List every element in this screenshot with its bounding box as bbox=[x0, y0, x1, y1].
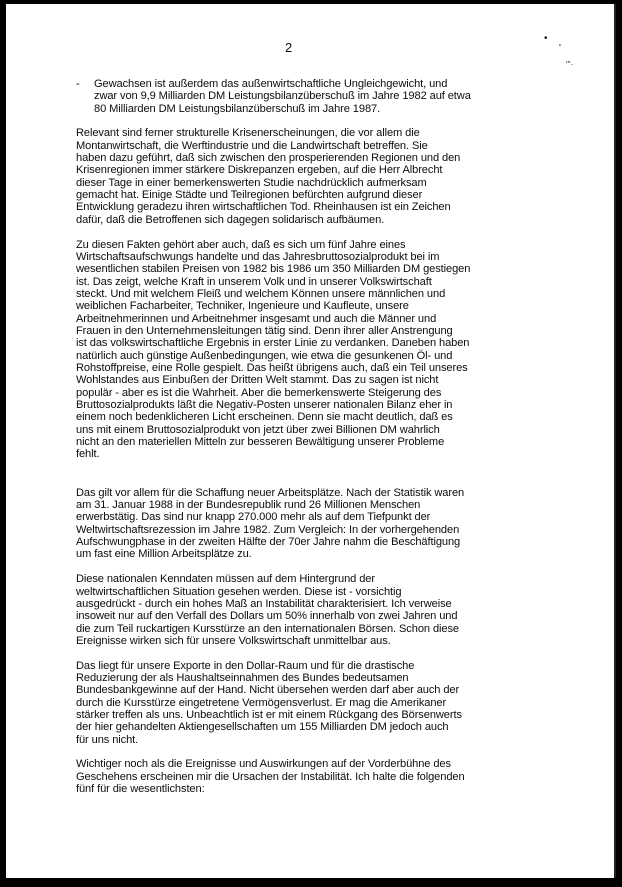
text-line: fehlt. bbox=[76, 448, 100, 461]
text-line: Bruttosozialprodukts läßt die Negativ-Posten unserer nationalen Bilanz eher in bbox=[76, 399, 453, 412]
text-line: Aufschwungphase in der zweiten Hälfte der 70er Jahre nahm die Beschäftigung bbox=[76, 536, 461, 549]
text-line: wesentlichen stabilen Preisen von 1982 bis 1986 um 350 Milliarden DM gestiegen bbox=[76, 263, 471, 276]
text-line: Frauen in den Unternehmensleitungen tätig sind. Denn ihrer aller Anstrengung bbox=[76, 324, 453, 337]
text-line: steckt. Und mit welchem Fleiß und welchem Können unsere männlichen und bbox=[76, 287, 446, 300]
text-line: dieser Tage in einer bemerkenswerten Studie nachdrücklich aufmerksam bbox=[76, 176, 427, 189]
paragraph bbox=[76, 660, 524, 746]
paragraph bbox=[76, 487, 524, 561]
text-line: dafür, daß die Betroffenen sich dagegen solidarisch aufbäumen. bbox=[76, 213, 385, 226]
paragraph bbox=[76, 573, 524, 647]
text-line: uns mit einem Bruttosozialprodukt von jetzt über zwei Billionen DM wahrlich bbox=[76, 423, 440, 436]
text-line: Relevant sind ferner strukturelle Krisenerscheinungen, die vor allem die bbox=[76, 127, 420, 140]
bullet-text bbox=[94, 78, 524, 115]
scan-speck: '''· bbox=[566, 60, 574, 69]
text-line: erwerbstätig. Das sind nur knapp 270.000 mehr als auf dem Tiefpunkt der bbox=[76, 511, 431, 524]
text-line: gemacht hat. Einige Städte und Teilregionen befürchten aufgrund dieser bbox=[76, 189, 423, 202]
page-number: 2 bbox=[285, 40, 293, 55]
text-line: Rohstoffpreise, eine Rolle gespielt. Das heißt übrigens auch, daß ein Teil unseres bbox=[76, 362, 468, 374]
scan-speck: ' bbox=[559, 43, 561, 54]
text-line: für uns nicht. bbox=[76, 733, 139, 746]
text-line: Krisenregionen immer stärkere Diskrepanzen ergeben, auf die Herr Albrecht bbox=[76, 164, 443, 177]
text-line: am 31. Januar 1988 in der Bundesrepublik rund 26 Millionen Menschen bbox=[76, 499, 421, 512]
text-line: zwar von 9,9 Milliarden DM Leistungsbilanzüberschuß im Jahre 1982 auf etwa bbox=[94, 90, 471, 103]
text-line: Wichtiger noch als die Ereignisse und Auswirkungen auf der Vorderbühne des bbox=[76, 758, 451, 771]
document-page bbox=[6, 4, 616, 878]
text-line: Zu diesen Fakten gehört aber auch, daß es sich um fünf Jahre eines bbox=[76, 238, 406, 251]
text-line: weltwirtschaftlichen Situation gesehen werden. Diese ist - vorsichtig bbox=[76, 585, 402, 598]
text-line: Wohlstandes aus Einbußen der Dritten Welt stammt. Das zu sagen ist nicht bbox=[76, 374, 439, 387]
text-line: der hier gehandelten Aktiengesellschaften um 155 Milliarden DM jedoch auch bbox=[76, 721, 449, 734]
paragraph bbox=[76, 127, 524, 226]
text-line: haben dazu geführt, daß sich zwischen den prosperierenden Regionen und den bbox=[76, 152, 461, 165]
scan-speck: • bbox=[544, 33, 548, 44]
text-line: populär - aber es ist die Wahrheit. Aber die bemerkenswerte Steigerung des bbox=[76, 386, 442, 399]
text-line: Ereignisse wirken sich für unsere Volkswirtschaft unmittelbar aus. bbox=[76, 634, 391, 647]
text-line: Entwicklung geradezu ihren wirtschaftlichen Tod. Rheinhausen ist ein Zeichen bbox=[76, 201, 451, 214]
text-line: Geschehens erscheinen mir die Ursachen der Instabilität. Ich halte die folgenden bbox=[76, 770, 465, 783]
text-line: Wirtschaftsaufschwungs handelte und das Jahresbruttosozialprodukt bei im bbox=[76, 250, 440, 263]
text-line: Das gilt vor allem für die Schaffung neuer Arbeitsplätze. Nach der Statistik waren bbox=[76, 486, 465, 499]
text-line: ist. Das zeigt, welche Kraft in unserem Volk und in unserer Volkswirtschaft bbox=[76, 275, 432, 288]
bullet-marker: - bbox=[76, 78, 80, 90]
document-body bbox=[76, 78, 524, 808]
text-line: die zum Teil ruckartigen Kursstürze an den internationalen Börsen. Schon diese bbox=[76, 622, 459, 635]
text-line: insoweit nur auf den Verfall des Dollars um 50% innerhalb von zwei Jahren und bbox=[76, 610, 458, 623]
text-line: weiblichen Facharbeiter, Techniker, Ingenieure und Kaufleute, unsere bbox=[76, 300, 409, 313]
text-line: natürlich auch günstige Außenbedingungen, wie etwa die gesunkenen Öl- und bbox=[76, 349, 453, 362]
paragraph bbox=[76, 758, 524, 795]
text-line: einem noch bedenklicheren Licht erscheinen. Denn sie macht deutlich, daß es bbox=[76, 411, 453, 424]
text-line: Weltwirtschaftsrezession im Jahre 1982. Zum Vergleich: In der vorhergehenden bbox=[76, 523, 460, 536]
bullet-paragraph bbox=[76, 78, 524, 115]
text-line: um fast eine Million Arbeitsplätze zu. bbox=[76, 548, 252, 561]
text-line: stärker treffen als uns. Unbeachtlich ist er mit einem Rückgang des Börsenwerts bbox=[76, 709, 462, 722]
text-line: Das liegt für unsere Exporte in den Dollar-Raum und für die drastische bbox=[76, 659, 415, 672]
paragraph bbox=[76, 239, 524, 461]
text-line: Bundesbankgewinne auf der Hand. Nicht übersehen werden darf aber auch der bbox=[76, 684, 460, 697]
text-line: Arbeitnehmerinnen und Arbeitnehmer insgesamt und auch die Männer und bbox=[76, 312, 437, 325]
text-line: Diese nationalen Kenndaten müssen auf dem Hintergrund der bbox=[76, 573, 375, 586]
text-line: Reduzierung der als Haushaltseinnahmen des Bundes bedeutsamen bbox=[76, 672, 409, 684]
text-line: Montanwirtschaft, die Werftindustrie und die Landwirtschaft betreffen. Sie bbox=[76, 139, 428, 152]
text-line: fünf für die wesentlichsten: bbox=[76, 783, 205, 796]
text-line: ausgedrückt - durch ein hohes Maß an Instabilität charakterisiert. Ich verweise bbox=[76, 597, 452, 610]
text-line: Gewachsen ist außerdem das außenwirtschaftliche Ungleichgewicht, und bbox=[94, 78, 448, 90]
text-line: ist das volkswirtschaftliche Ergebnis in erster Linie zu verdanken. Daneben haben bbox=[76, 337, 470, 350]
text-line: 80 Milliarden DM Leistungsbilanzüberschuß im Jahre 1987. bbox=[94, 102, 381, 115]
text-line: nicht an den materiellen Mitteln zur besseren Bewältigung unserer Probleme bbox=[76, 436, 445, 449]
text-line: durch die Kursstürze eingetretene Vermögensverlust. Er mag die Amerikaner bbox=[76, 696, 447, 709]
